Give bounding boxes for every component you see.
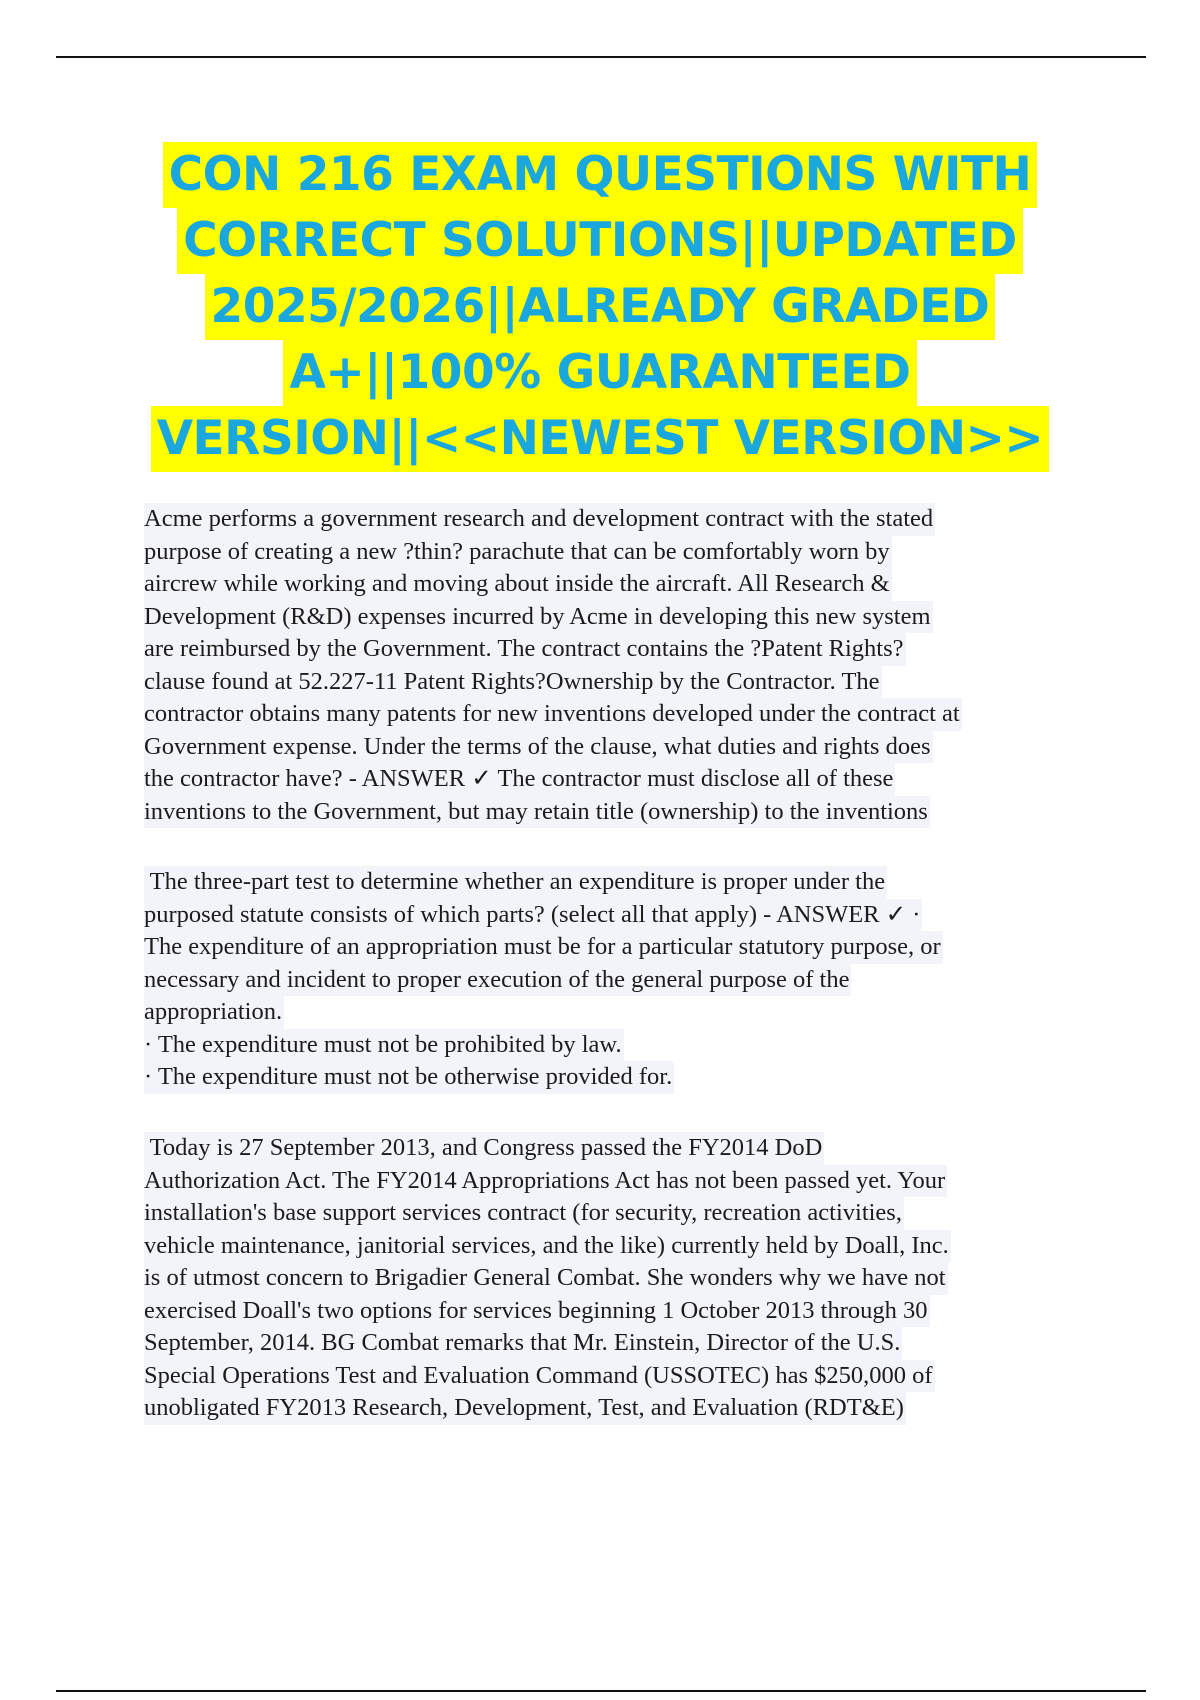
document-title (100, 142, 1100, 472)
paragraph-line: appropriation. (144, 996, 284, 1029)
paragraph-line: is of utmost concern to Brigadier General Combat. She wonders why we have not (144, 1262, 948, 1295)
paragraph-line: inventions to the Government, but may retain title (ownership) to the inventions (144, 796, 930, 829)
paragraph-line: vehicle maintenance, janitorial services, and the like) currently held by Doall, Inc. (144, 1230, 951, 1263)
title-line: VERSION||<<NEWEST VERSION>> (151, 406, 1050, 472)
title-line: A+||100% GUARANTEED (283, 340, 916, 406)
paragraph-line: aircrew while working and moving about inside the aircraft. All Research & (144, 568, 892, 601)
paragraph-line: exercised Doall's two options for services beginning 1 October 2013 through 30 (144, 1295, 930, 1328)
paragraph-line: Today is 27 September 2013, and Congress passed the FY2014 DoD (144, 1132, 824, 1165)
question-paragraph-3 (144, 1132, 1104, 1425)
top-rule (56, 56, 1146, 58)
question-paragraph-1 (144, 503, 1104, 828)
paragraph-line: The expenditure of an appropriation must be for a particular statutory purpose, or (144, 931, 943, 964)
paragraph-line: unobligated FY2013 Research, Development, Test, and Evaluation (RDT&E) (144, 1392, 906, 1425)
paragraph-line: purpose of creating a new ?thin? parachute that can be comfortably worn by (144, 536, 892, 569)
paragraph-line: The three-part test to determine whether an expenditure is proper under the (144, 866, 887, 899)
title-line: CON 216 EXAM QUESTIONS WITH (163, 142, 1038, 208)
paragraph-line: contractor obtains many patents for new inventions developed under the contract at (144, 698, 962, 731)
paragraph-line: installation's base support services contract (for security, recreation activities, (144, 1197, 904, 1230)
paragraph-line: Special Operations Test and Evaluation Command (USSOTEC) has $250,000 of (144, 1360, 935, 1393)
question-paragraph-2 (144, 866, 1104, 1094)
paragraph-line: are reimbursed by the Government. The contract contains the ?Patent Rights? (144, 633, 906, 666)
title-line: CORRECT SOLUTIONS||UPDATED (177, 208, 1023, 274)
paragraph-line: · The expenditure must not be prohibited by law. (144, 1029, 624, 1062)
paragraph-line: Government expense. Under the terms of the clause, what duties and rights does (144, 731, 933, 764)
bottom-rule (56, 1690, 1146, 1692)
paragraph-line: necessary and incident to proper execution of the general purpose of the (144, 964, 851, 997)
paragraph-line: the contractor have? - ANSWER ✓ The contractor must disclose all of these (144, 763, 895, 796)
paragraph-line: purposed statute consists of which parts? (select all that apply) - ANSWER ✓ · (144, 899, 922, 932)
paragraph-line: September, 2014. BG Combat remarks that Mr. Einstein, Director of the U.S. (144, 1327, 902, 1360)
paragraph-line: Development (R&D) expenses incurred by Acme in developing this new system (144, 601, 933, 634)
paragraph-line: Acme performs a government research and development contract with the stated (144, 503, 935, 536)
paragraph-line: · The expenditure must not be otherwise provided for. (144, 1061, 674, 1094)
paragraph-line: clause found at 52.227-11 Patent Rights?Ownership by the Contractor. The (144, 666, 882, 699)
title-line: 2025/2026||ALREADY GRADED (205, 274, 996, 340)
paragraph-line: Authorization Act. The FY2014 Appropriations Act has not been passed yet. Your (144, 1165, 947, 1198)
